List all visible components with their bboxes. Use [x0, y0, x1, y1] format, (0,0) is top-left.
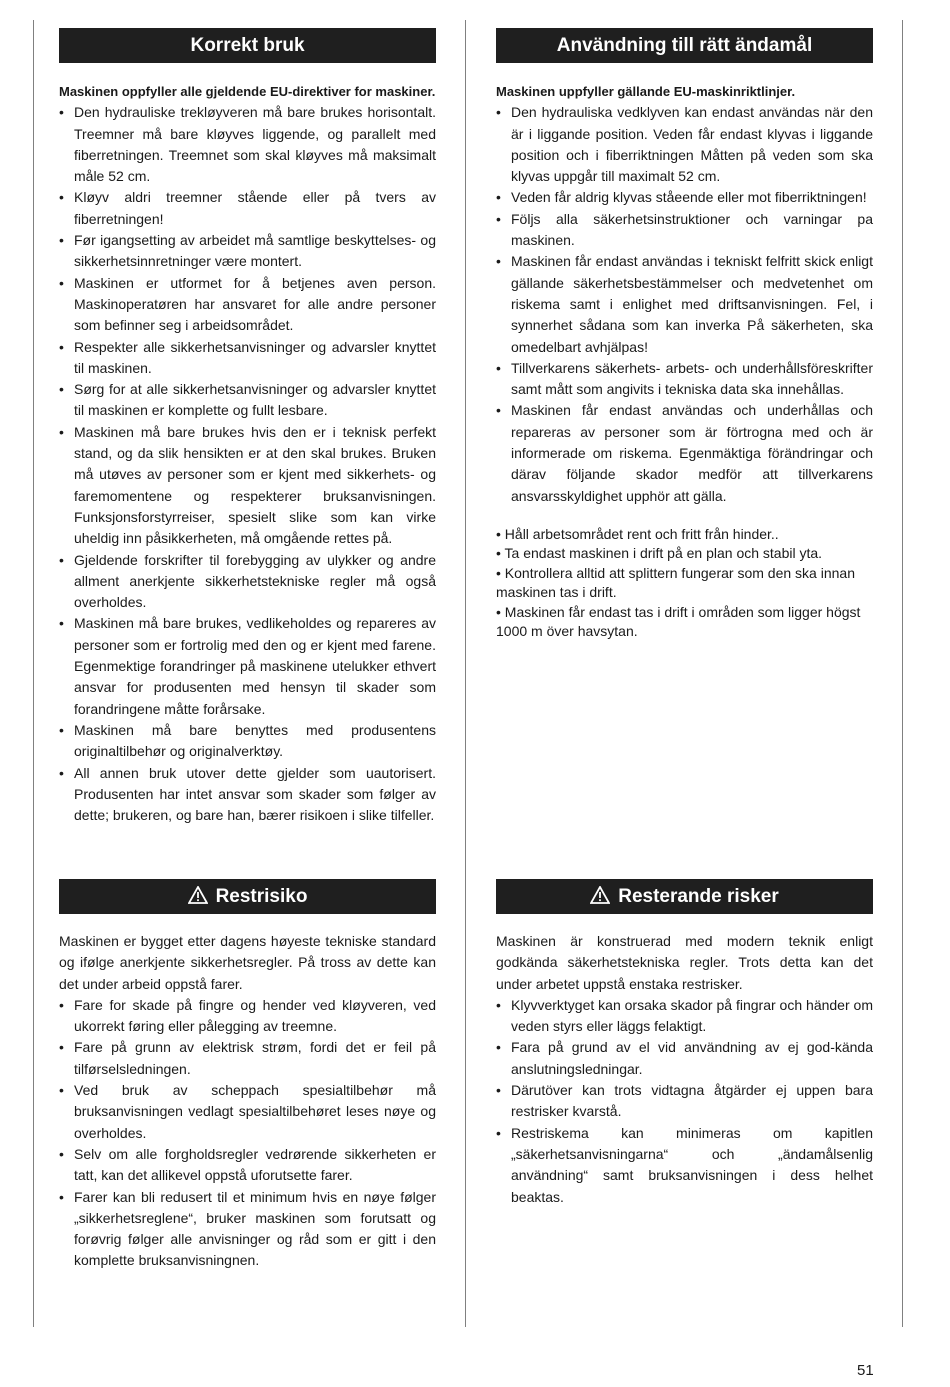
- page-number: 51: [857, 1362, 874, 1379]
- warning-triangle-icon: [188, 881, 208, 916]
- bullet-list: [496, 102, 873, 507]
- list-item: • Följs alla säkerhetsinstruktioner och varningar pa maskinen.: [496, 209, 873, 252]
- section-resterande-risker: [496, 879, 873, 1208]
- list-item: • Den hydrauliske trekløyveren må bare brukes horisontalt. Treemner må bare kløyves liggende, og parallelt med fiberretningen. Treemnet som skal kløyves må maksimalt måle 52 cm.: [59, 102, 436, 187]
- extra-list: [496, 525, 873, 642]
- list-item: • Ta endast maskinen i drift på en plan och stabil yta.: [496, 545, 823, 562]
- list-item: • Fara på grund av el vid användning av ej god-kända anslutningsledningar.: [496, 1037, 873, 1080]
- list-item: • Kløyv aldri treemner stående eller på tvers av fiberretningen!: [59, 187, 436, 230]
- intro-paragraph: Maskinen är konstruerad med modern teknik enligt godkända säkerhetstekniska regler. Trots detta kan det under arbetet uppstå enstaka restrisker.: [496, 933, 873, 992]
- list-item: • Farer kan bli redusert til et minimum hvis en nøye følger „sikkerhetsreglene“, bruker maskinen som forutsatt og forøvrig følger alle anvisninger og råd som er gitt i den komplette bruksanvisningnen.: [59, 1187, 436, 1272]
- list-item: • Fare på grunn av elektrisk strøm, fordi det er feil på tilførselsledningen.: [59, 1037, 436, 1080]
- list-item: • Veden får aldrig klyvas ståeende eller mot fiberriktningen!: [496, 187, 873, 208]
- list-item: • Restriskema kan minimeras om kapitlen „säkerhetsanvisningarna“ och „ändamålsenlig användning“ samt bruksanvisningen i dess helhet beaktas.: [496, 1123, 873, 1208]
- list-item: • Respekter alle sikkerhetsanvisninger og advarsler knyttet til maskinen.: [59, 337, 436, 380]
- section-heading: [59, 879, 436, 914]
- heading-text: Användning till rätt ändamål: [556, 35, 813, 56]
- list-item: • Sørg for at alle sikkerhetsanvisninger og advarsler knyttet til maskinen er komplette og fullt lesbare.: [59, 379, 436, 422]
- list-item: • Maskinen får endast användas i tekniskt felfritt skick enligt gällande säkerhetsbestämmelser och medvetenhet om riskema samt i enlighet med driftsanvisningen. Fel, i synnerhet sådana som kan inverka På säkerheten, ska omedelbart avhjälpas!: [496, 251, 873, 357]
- list-item: • Maskinen må bare benyttes med produsentens originaltilbehør og originalverktøy.: [59, 720, 436, 763]
- list-item: • Selv om alle forgholdsregler vedrørende sikkerheten er tatt, kan det allikevel oppstå uforutsette farer.: [59, 1144, 436, 1187]
- heading-text: Korrekt bruk: [190, 35, 305, 56]
- column-rule-right: [902, 20, 903, 1327]
- section-korrekt-bruk: [59, 28, 436, 826]
- column-rule-middle: [465, 20, 466, 1327]
- list-item: • Tillverkarens säkerhets- arbets- och underhållsföreskrifter samt mått som angivits i tekniska data ska innehållas.: [496, 358, 873, 401]
- list-item: • Maskinen får endast användas och underhållas och repareras av personer som är förtrogna med och är informerade om riskema. Egenmäktiga förändringar och därav följande skador medför att tillverkarens ansvarsskyldighet upphör att gälla.: [496, 400, 873, 506]
- section-heading: [496, 28, 873, 63]
- lead-paragraph: Maskinen uppfyller gällande EU-maskinriktlinjer.: [496, 84, 796, 99]
- list-item: • Maskinen er utformet for å betjenes aven person. Maskinoperatøren har ansvaret for alle andre personer som befinner seg i arbeidsområdet.: [59, 273, 436, 337]
- list-item: • Før igangsetting av arbeidet må samtlige beskyttelses- og sikkerhetsinnretninger være montert.: [59, 230, 436, 273]
- section-restrisiko: [59, 879, 436, 1272]
- list-item: • Håll arbetsområdet rent och fritt från hinder..: [496, 525, 779, 542]
- list-item: • Kontrollera alltid att splittern fungerar som den ska innan maskinen tas i drift.: [496, 564, 855, 601]
- list-item: • All annen bruk utover dette gjelder som uautorisert. Produsenten har intet ansvar som skader som følger av dette; brukeren, og bare han, bærer risikoen i slike tilfeller.: [59, 763, 436, 827]
- intro-paragraph: Maskinen er bygget etter dagens høyeste tekniske standard og ifølge anerkjente sikkerhetsregler. På tross av dette kan det under arbeid oppstå farer.: [59, 933, 436, 992]
- bullet-list: [59, 102, 436, 826]
- list-item: • Maskinen må bare brukes, vedlikeholdes og repareres av personer som er fortrolig med den og er kjent med farene. Egenmektige forandringer på maskinene utelukker ethvert ansvar for produsenten med hensyn til skader som forandringene måtte forårsake.: [59, 613, 436, 719]
- list-item: • Den hydrauliska vedklyven kan endast användas när den är i liggande position. Veden får endast klyvas i liggande position och i fiberriktningen Måtten på veden som ska klyvas uppgår till maximalt 52 cm.: [496, 102, 873, 187]
- list-item: • Maskinen må bare brukes hvis den er i teknisk perfekt stand, og da slik hensikten er at den skal brukes. Bruken må utøves av personer som er kjent med sikkerhets- og faremomentene og respekterer bruksanvisningen. Funksjonsforstyrreiser, spesielt slike som kan virke uheldig inn påsikkerheten, må omgående rettes på.: [59, 422, 436, 550]
- warning-triangle-icon: [590, 881, 610, 916]
- lead-paragraph: Maskinen oppfyller alle gjeldende EU-direktiver for maskiner.: [59, 84, 436, 99]
- column-rule-left: [33, 20, 34, 1327]
- list-item: • Gjeldende forskrifter til forebygging av ulykker og andre allment anerkjente sikkerhetstekniske regler må også overholdes.: [59, 550, 436, 614]
- list-item: • Fare for skade på fingre og hender ved kløyveren, ved ukorrekt føring eller pålegging av treemne.: [59, 995, 436, 1038]
- list-item: • Därutöver kan trots vidtagna åtgärder ej uppen bara restrisker kvarstå.: [496, 1080, 873, 1123]
- bullet-list: [496, 995, 873, 1208]
- heading-text: Restrisiko: [215, 886, 308, 907]
- list-item: • Klyvverktyget kan orsaka skador på fingrar och händer om veden styrs eller läggs felaktigt.: [496, 995, 873, 1038]
- section-heading: [59, 28, 436, 63]
- list-item: • Maskinen får endast tas i drift i områden som ligger högst 1000 m över havsytan.: [496, 603, 861, 640]
- heading-text: Resterande risker: [618, 886, 779, 907]
- list-item: • Ved bruk av scheppach spesialtilbehør må bruksanvisningen vedlagt spesialtilbehøret leses nøye og overholdes.: [59, 1080, 436, 1144]
- section-anvandning: [496, 28, 873, 642]
- section-heading: [496, 879, 873, 914]
- bullet-list: [59, 995, 436, 1272]
